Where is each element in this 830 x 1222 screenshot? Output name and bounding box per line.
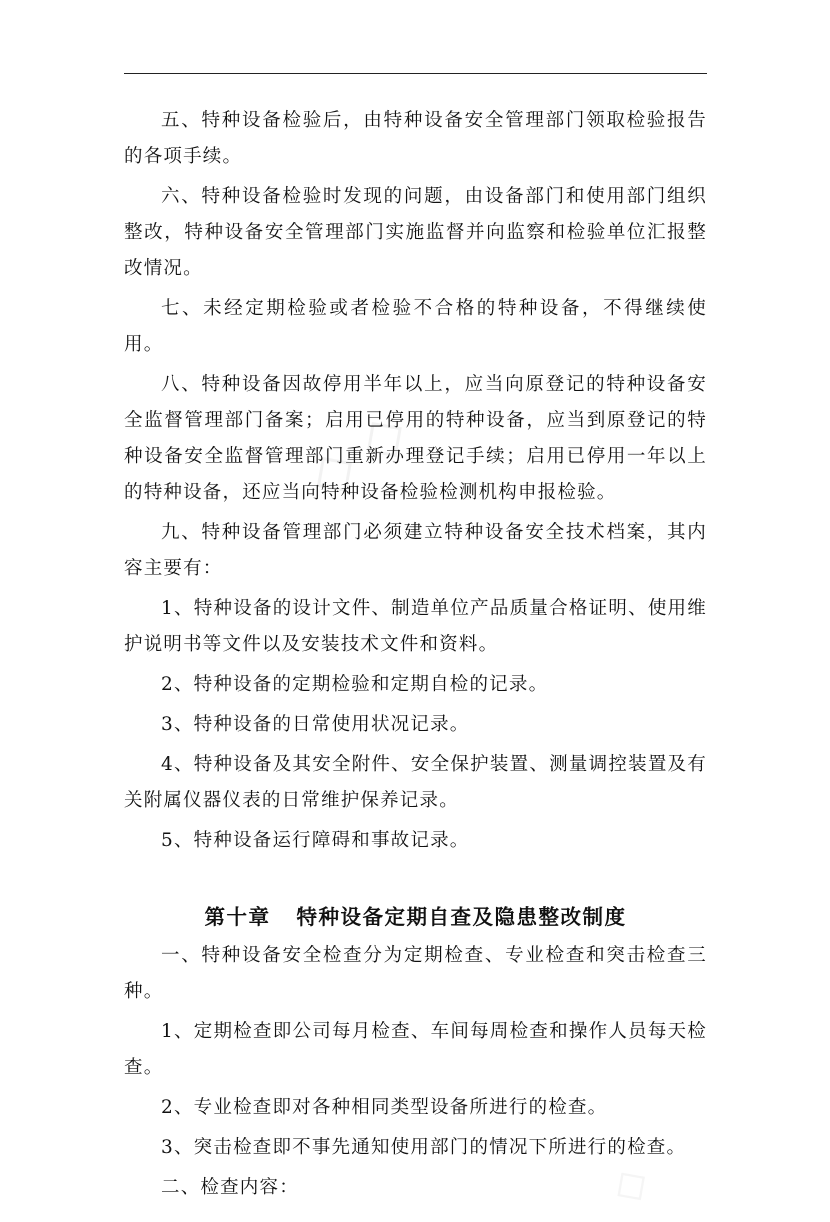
paragraph-5: 五、特种设备检验后，由特种设备安全管理部门领取检验报告的各项手续。	[124, 110, 707, 167]
archive-item-3: 3、特种设备的日常使用状况记录。	[161, 714, 470, 735]
archive-item-2: 2、特种设备的定期检验和定期自检的记录。	[161, 674, 549, 695]
paragraph-6: 六、特种设备检验时发现的问题，由设备部门和使用部门组织整改，特种设备安全管理部门实施监督并向监察和检验单位汇报整改情况。	[124, 186, 707, 279]
check-types-paragraph: 一、特种设备安全检查分为定期检查、专业检查和突击检查三种。	[124, 945, 707, 1002]
document-body	[124, 103, 707, 1210]
check-type-2: 2、专业检查即对各种相同类型设备所进行的检查。	[161, 1097, 608, 1118]
header-rule	[124, 73, 707, 74]
archive-item-5: 5、特种设备运行障碍和事故记录。	[161, 830, 470, 851]
paragraph-7: 七、未经定期检验或者检验不合格的特种设备，不得继续使用。	[124, 298, 707, 355]
chapter-title: 特种设备定期自查及隐患整改制度	[296, 905, 627, 929]
paragraph-8: 八、特种设备因故停用半年以上，应当向原登记的特种设备安全监督管理部门备案；启用已停用的特种设备，应当到原登记的特种设备安全监督管理部门重新办理登记手续；启用已停用一年以上的特种设备，还应当向特种设备检验检测机构申报检验。	[124, 374, 707, 503]
archive-item-4: 4、特种设备及其安全附件、安全保护装置、测量调控装置及有关附属仪器仪表的日常维护保养记录。	[124, 754, 707, 811]
chapter-heading	[124, 899, 707, 935]
watermark: ◇ ◇	[295, 397, 419, 511]
watermark-corner: ◇	[600, 1153, 658, 1215]
chapter-number: 第十章	[204, 905, 271, 929]
check-content-heading: 二、检查内容：	[161, 1177, 299, 1198]
check-type-3: 3、突击检查即不事先通知使用部门的情况下所进行的检查。	[161, 1137, 687, 1158]
paragraph-9: 九、特种设备管理部门必须建立特种设备安全技术档案，其内容主要有：	[124, 522, 707, 579]
check-type-1: 1、定期检查即公司每月检查、车间每周检查和操作人员每天检查。	[124, 1021, 707, 1078]
archive-item-1: 1、特种设备的设计文件、制造单位产品质量合格证明、使用维护说明书等文件以及安装技术文件和资料。	[124, 598, 707, 655]
